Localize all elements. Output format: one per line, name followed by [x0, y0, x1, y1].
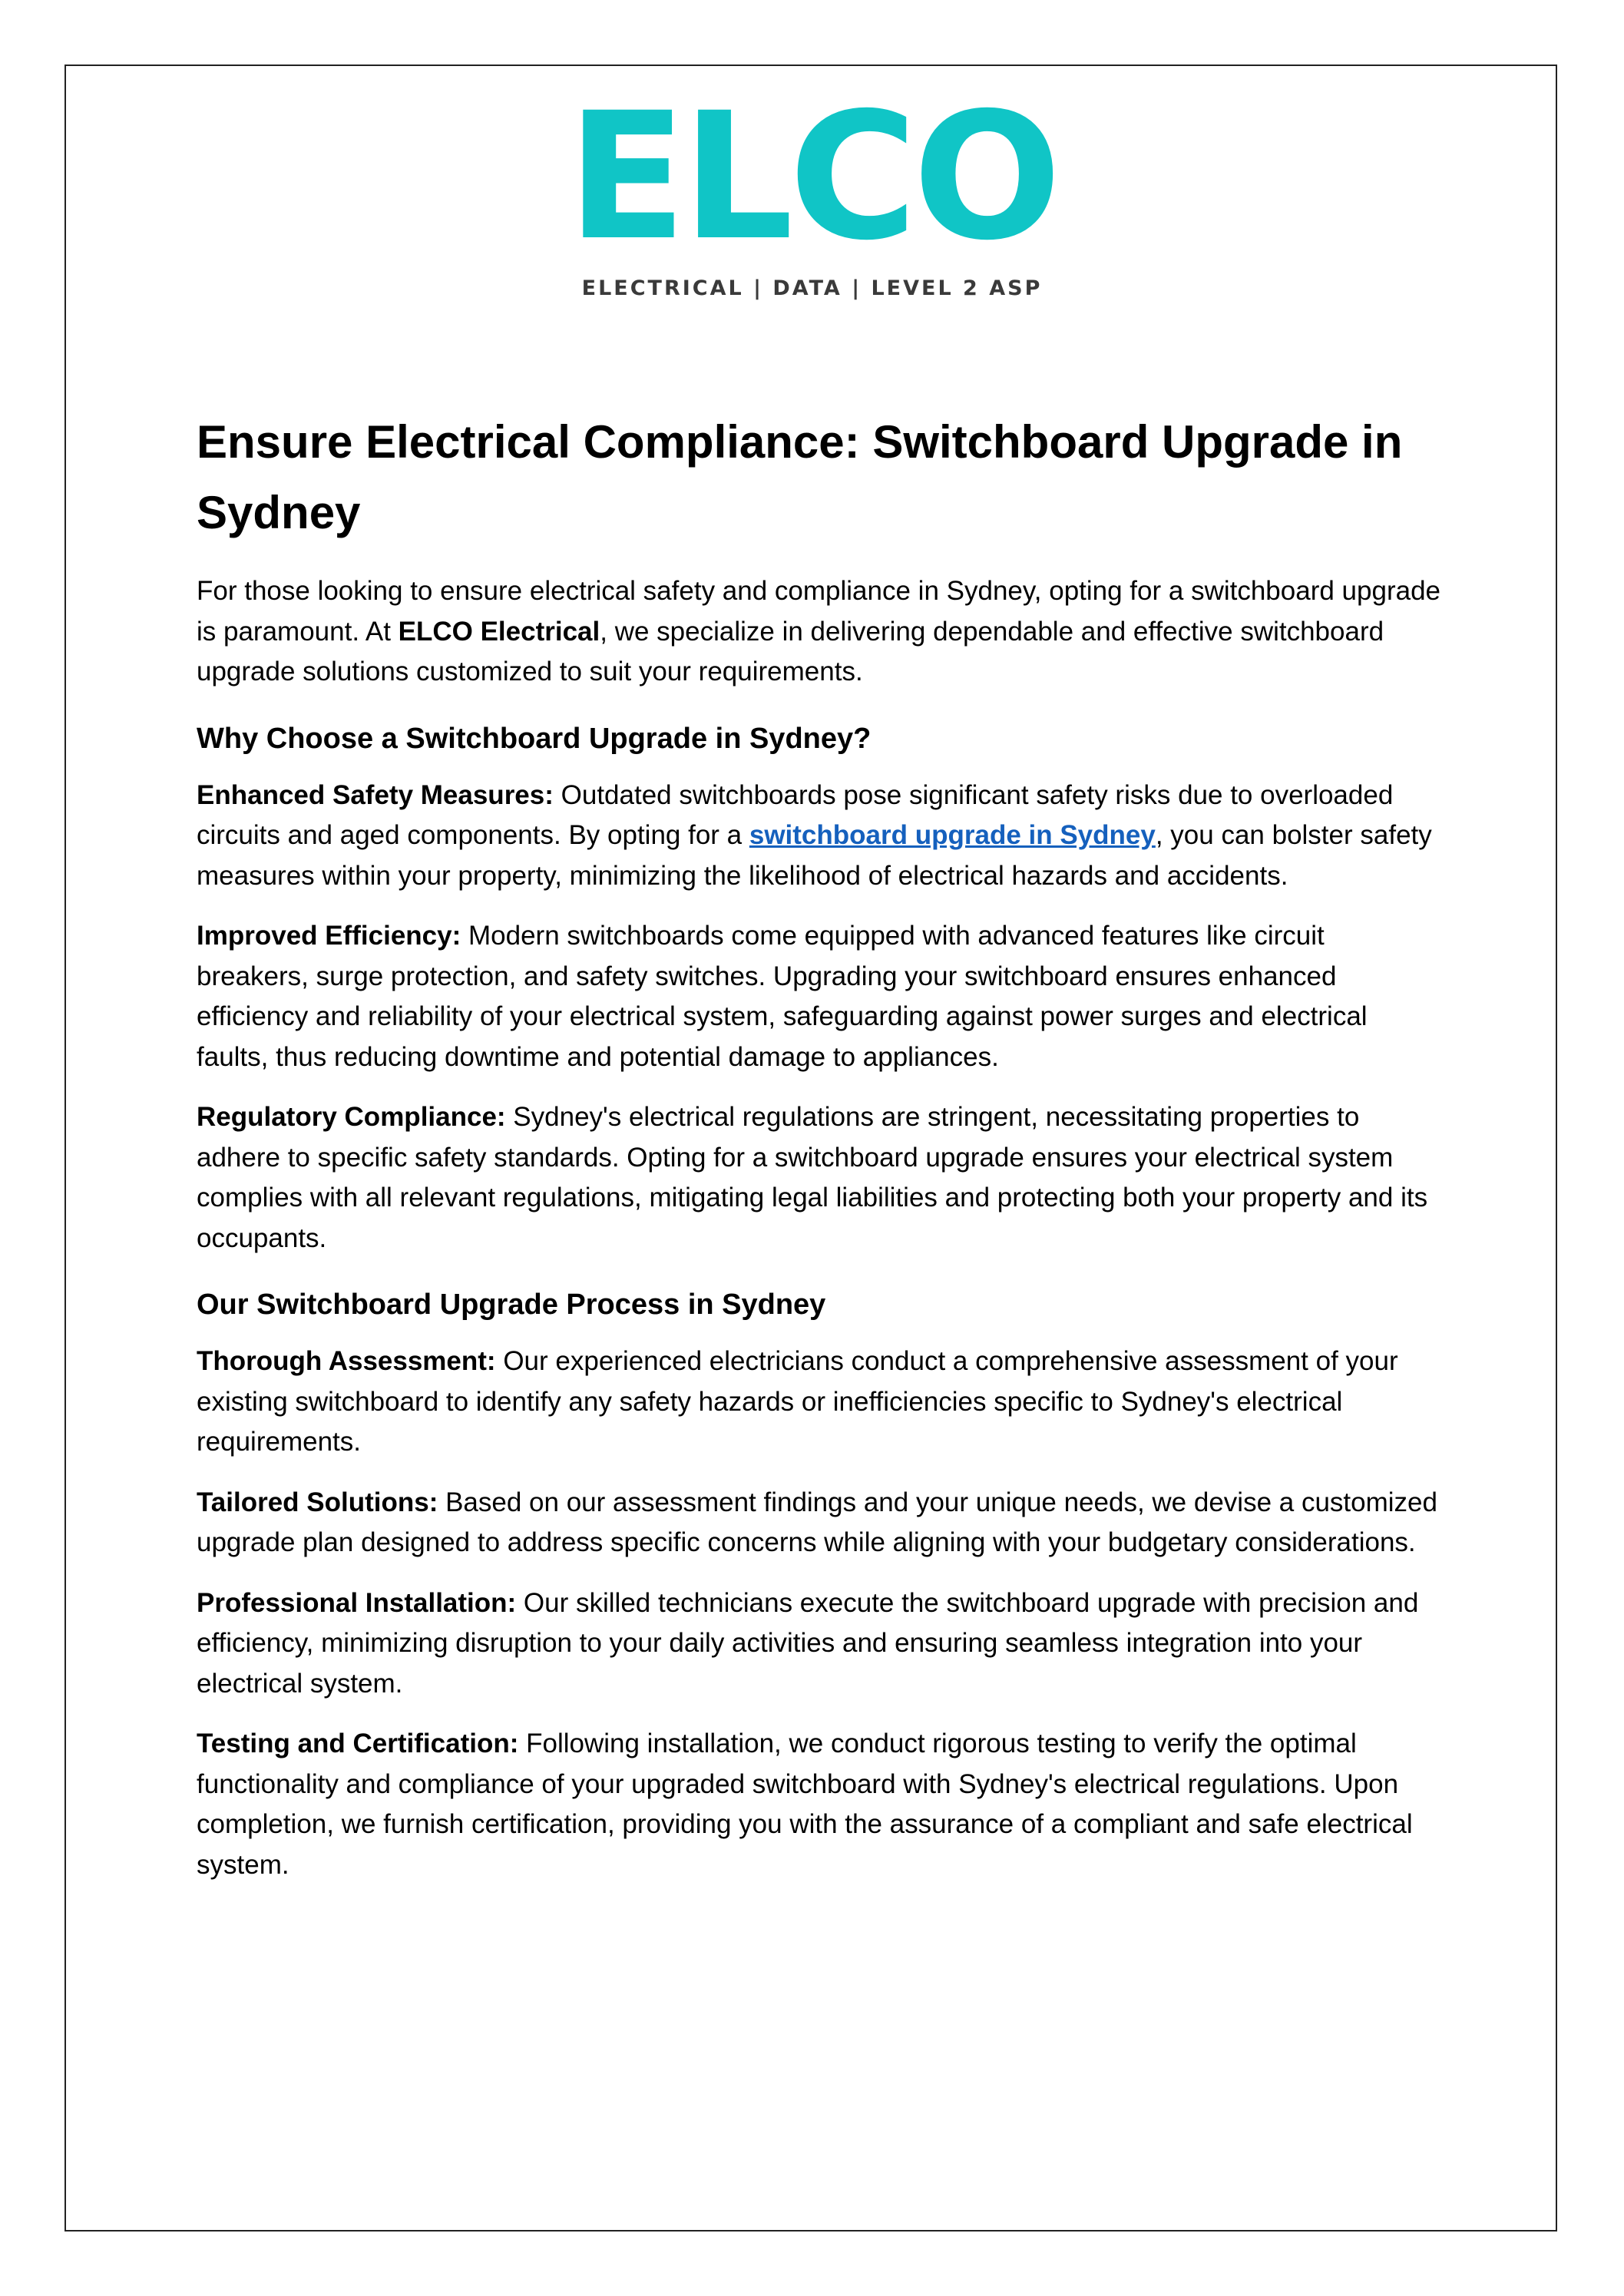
document-body — [197, 407, 1440, 1905]
paragraph-regulatory-compliance — [197, 1097, 1440, 1259]
paragraph-professional-installation — [197, 1583, 1440, 1705]
elco-logo — [0, 74, 1624, 303]
intro-text-1: For those looking to ensure electrical safety and compliance in Sydney, opting for a switchboard upgrade is paramount. At — [197, 576, 1440, 647]
page-title: Ensure Electrical Compliance: Switchboard Upgrade in Sydney — [197, 416, 1403, 538]
paragraph-improved-efficiency — [197, 916, 1440, 1077]
lead-thorough-assessment: Thorough Assessment: — [197, 1346, 496, 1376]
section-heading-process: Our Switchboard Upgrade Process in Sydney — [197, 1289, 826, 1321]
text-testing-certification: Following installation, we conduct rigorous testing to verify the optimal functionality and compliance of your upgraded switchboard with Sydney's electrical regulations. Upon completion, we furnish certification, providing you with the assurance of a compliant and safe electrical system. — [197, 1729, 1413, 1880]
text-enhanced-safety-1: Outdated switchboards pose significant safety risks due to overloaded circuits and aged components. By opting for a — [197, 779, 1394, 850]
text-improved-efficiency: Modern switchboards come equipped with advanced features like circuit breakers, surge protection, and safety switches. Upgrading your switchboard ensures enhanced efficiency and reliability of your electrical system, safeguarding against power surges and electrical faults, thus reducing downtime and potential damage to appliances. — [197, 921, 1368, 1072]
text-tailored-solutions: Based on our assessment findings and your unique needs, we devise a customized upgrade plan designed to address specific concerns while aligning with your budgetary considerations. — [197, 1487, 1437, 1557]
brand-name: ELCO Electrical — [398, 616, 600, 647]
text-professional-installation: Our skilled technicians execute the switchboard upgrade with precision and efficiency, minimizing disruption to your daily activities and ensuring seamless integration into your electrical system. — [197, 1587, 1419, 1699]
lead-testing-certification: Testing and Certification: — [197, 1729, 519, 1758]
text-thorough-assessment: Our experienced electricians conduct a comprehensive assessment of your existing switchboard to identify any safety hazards or inefficiencies specific to Sydney's electrical requirements. — [197, 1346, 1398, 1457]
paragraph-tailored-solutions — [197, 1483, 1440, 1563]
lead-improved-efficiency: Improved Efficiency: — [197, 921, 461, 951]
paragraph-thorough-assessment — [197, 1342, 1440, 1463]
logo-wordmark: ELCO — [567, 74, 1057, 279]
intro-paragraph — [197, 571, 1440, 693]
text-regulatory-compliance: Sydney's electrical regulations are stringent, necessitating properties to adhere to specific safety standards. Opting for a switchboard upgrade ensures your electrical system complies with all relevant regulations, mitigating legal liabilities and protecting both your property and its occupants. — [197, 1102, 1428, 1253]
lead-tailored-solutions: Tailored Solutions: — [197, 1487, 438, 1517]
logo-tagline: ELECTRICAL | DATA | LEVEL 2 ASP — [581, 276, 1043, 300]
text-enhanced-safety-2: , you can bolster safety measures within your property, minimizing the likelihood of electrical hazards and accidents. — [197, 820, 1432, 891]
lead-regulatory-compliance: Regulatory Compliance: — [197, 1102, 506, 1132]
lead-professional-installation: Professional Installation: — [197, 1587, 517, 1618]
section-heading-why-choose: Why Choose a Switchboard Upgrade in Sydney? — [197, 722, 872, 755]
paragraph-testing-certification — [197, 1724, 1440, 1885]
paragraph-enhanced-safety — [197, 776, 1440, 897]
lead-enhanced-safety: Enhanced Safety Measures: — [197, 779, 554, 810]
intro-text-2: , we specialize in delivering dependable and effective switchboard upgrade solutions customized to suit your requirements. — [197, 616, 1384, 686]
switchboard-upgrade-link[interactable]: switchboard upgrade in Sydney — [749, 820, 1156, 850]
